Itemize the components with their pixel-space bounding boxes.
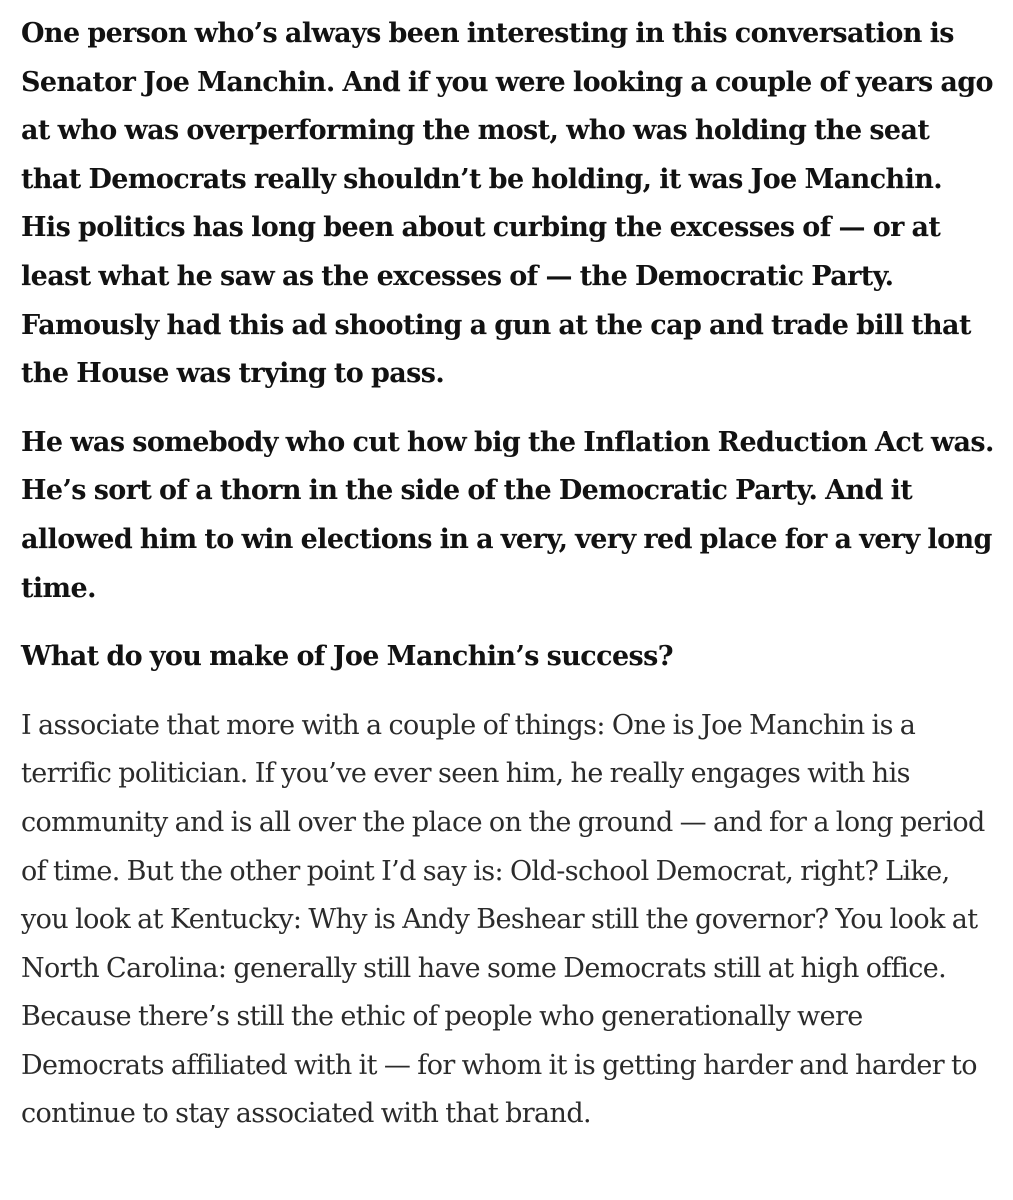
answer-paragraph: I associate that more with a couple of things: One is Joe Manchin is a terrific politician. If you’ve ever seen him, he really engages with his community and is all over the place on the ground — and for a long period of time. But the other point I’d say is: Old-school Democrat, right? Like, you look at Kentucky: Why is Andy Beshear still the governor? You look at North Carolina: generally still have some Democrats still at high office. Because there’s still the ethic of people who generationally were Democrats affiliated with it — for whom it is getting harder and harder to continue to stay associated with that brand.	[21, 709, 985, 1130]
interviewer-paragraph-manchin-intro: One person who’s always been interesting in this conversation is Senator Joe Manchin. And if you were looking a couple of years ago at who was overperforming the most, who was holding the seat that Democrats really shouldn’t be holding, it was Joe Manchin. His politics has long been about curbing the excesses of — or at least what he saw as the excesses of — the Democratic Party. Famously had this ad shooting a gun at the cap and trade bill that the House was trying to pass.	[21, 18, 993, 390]
interviewer-paragraph-inflation-act: He was somebody who cut how big the Inflation Reduction Act was. He’s sort of a thorn in the side of the Democratic Party. And it allowed him to win elections in a very, very red place for a very long time.	[21, 426, 994, 604]
article-body	[21, 10, 996, 1139]
interviewer-question: What do you make of Joe Manchin’s success?	[21, 641, 673, 673]
